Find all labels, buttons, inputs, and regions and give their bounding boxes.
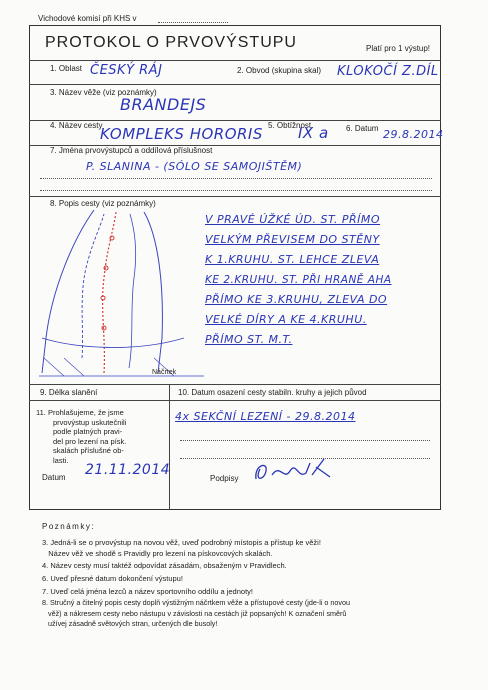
names-dotted-line	[40, 178, 432, 179]
description-line: PŘÍMO KE 3.KRUHU, ZLEVA DO	[205, 293, 388, 306]
value-veze: BRANDEJS	[120, 95, 207, 114]
description-line: VELKÉ DÍRY A KE 4.KRUHU.	[205, 313, 367, 326]
value-osazeni: 4x SEKČNÍ LEZENÍ - 29.8.2014	[175, 410, 356, 423]
names-dotted-line	[40, 190, 432, 191]
route-line-alt	[82, 214, 104, 358]
label-delka: 9. Délka slanění	[40, 388, 98, 397]
description-line: PŘÍMO ST. M.T.	[205, 333, 293, 346]
value-cesta: KOMPLEKS HORORIS	[100, 125, 263, 143]
label-nacrtek: Náčrtek	[152, 369, 177, 376]
note-line: 4. Název cesty musí taktéž odpovídat zásadám, obsaženým v Pravidlech.	[42, 561, 287, 570]
value-datum-vystupu: 29.8.2014	[383, 128, 444, 141]
label-nazev-cesty: 4. Název cesty	[50, 121, 103, 130]
value-datum-podpisu: 21.11.2014	[85, 462, 171, 478]
route-line-main	[103, 212, 116, 373]
notes-list	[42, 538, 350, 630]
label-oblast: 1. Oblast	[50, 64, 83, 73]
value-obtiznost: IX a	[298, 124, 329, 142]
notes-title: Poznámky:	[42, 522, 96, 531]
description-line: KE 2.KRUHU. ST. PŘI HRANĚ AHA	[205, 274, 392, 286]
row-divider	[29, 84, 441, 85]
row-divider	[29, 400, 441, 401]
note-line: 6. Uveď přesné datum dokončení výstupu!	[42, 574, 183, 583]
label-datum-num: 6. Datum	[346, 124, 379, 133]
description-line: V PRAVÉ ÚŽKÉ ÚD. ST. PŘÍMO	[205, 213, 381, 226]
rock-line	[129, 214, 136, 368]
row-divider	[29, 384, 441, 385]
note-line: užívej zásadně světových stran, určených dle busoly!	[42, 619, 218, 628]
validity-note: Platí pro 1 výstup!	[366, 44, 431, 53]
declaration-line: prvovýstup uskutečnili	[53, 417, 127, 427]
page-title: PROTOKOL O PRVOVÝSTUPU	[45, 34, 297, 51]
declaration-line: 11. Prohlašujeme, že jsme	[36, 408, 124, 417]
route-description	[205, 210, 392, 350]
base-arc	[42, 338, 184, 347]
ring-marker	[110, 236, 114, 240]
tower-outline-right	[144, 212, 162, 373]
signature	[250, 455, 340, 487]
commission-line: Vichodové komisí při KHS v	[38, 14, 137, 23]
description-line: VELKÝM PŘEVISEM DO STĚNY	[205, 233, 380, 246]
commission-dotted-line	[158, 22, 228, 23]
value-oblast: ČESKÝ RÁJ	[90, 63, 163, 78]
label-nazev-veze: 3. Název věže (viz poznámky)	[50, 88, 157, 97]
label-osazeni: 10. Datum osazení cesty stabiln. kruhy a jejich původ	[178, 388, 367, 397]
label-podpisy: Podpisy	[210, 474, 239, 483]
column-divider	[169, 384, 170, 510]
tower-outline-left	[42, 210, 94, 373]
declaration-line: skalách příslušné ob-	[53, 446, 124, 455]
label-popis: 8. Popis cesty (viz poznámky)	[50, 199, 156, 208]
note-line: 7. Uveď celá jména lezců a název sportovního oddílu a jednoty!	[42, 587, 253, 596]
osazeni-dotted-line	[180, 440, 430, 441]
note-line: Název věž ve shodě s Pravidly pro lezení na pískovcových skalách.	[42, 548, 273, 558]
note-line: věž) a nákresem cesty nebo nástupu v závislosti na cestách již popsaných! K označení směrů	[42, 608, 347, 618]
row-divider	[29, 196, 441, 197]
value-obvod: KLOKOČÍ Z.DÍL	[337, 64, 439, 79]
label-datum: Datum	[42, 473, 66, 482]
declaration-line: podle platných pravi-	[53, 427, 123, 436]
note-line: 3. Jedná-li se o prvovýstup na novou věž, uveď podrobný místopis a přístup ke věži!	[42, 538, 321, 547]
declaration-line: lasti.	[53, 455, 69, 465]
label-obvod: 2. Obvod (skupina skal)	[237, 66, 322, 75]
label-jmena: 7. Jména prvovýstupců a oddílová příslušnost	[50, 146, 213, 155]
declaration	[36, 408, 127, 465]
declaration-line: del pro lezení na písk.	[53, 436, 127, 446]
note-line: 8. Stručný a čitelný popis cesty doplň výstižným náčrtkem věže a přístupové cesty (jde-li o novou	[42, 598, 351, 607]
description-line: K 1.KRUHU. ST. LEHCE ZLEVA	[205, 253, 380, 266]
label-obtiznost: 5. Obtížnost	[268, 121, 312, 130]
value-jmena: P. SLANINA - (SÓLO SE SAMOJIŠTĚM)	[86, 160, 303, 173]
route-sketch	[34, 198, 214, 383]
row-divider	[29, 60, 441, 61]
